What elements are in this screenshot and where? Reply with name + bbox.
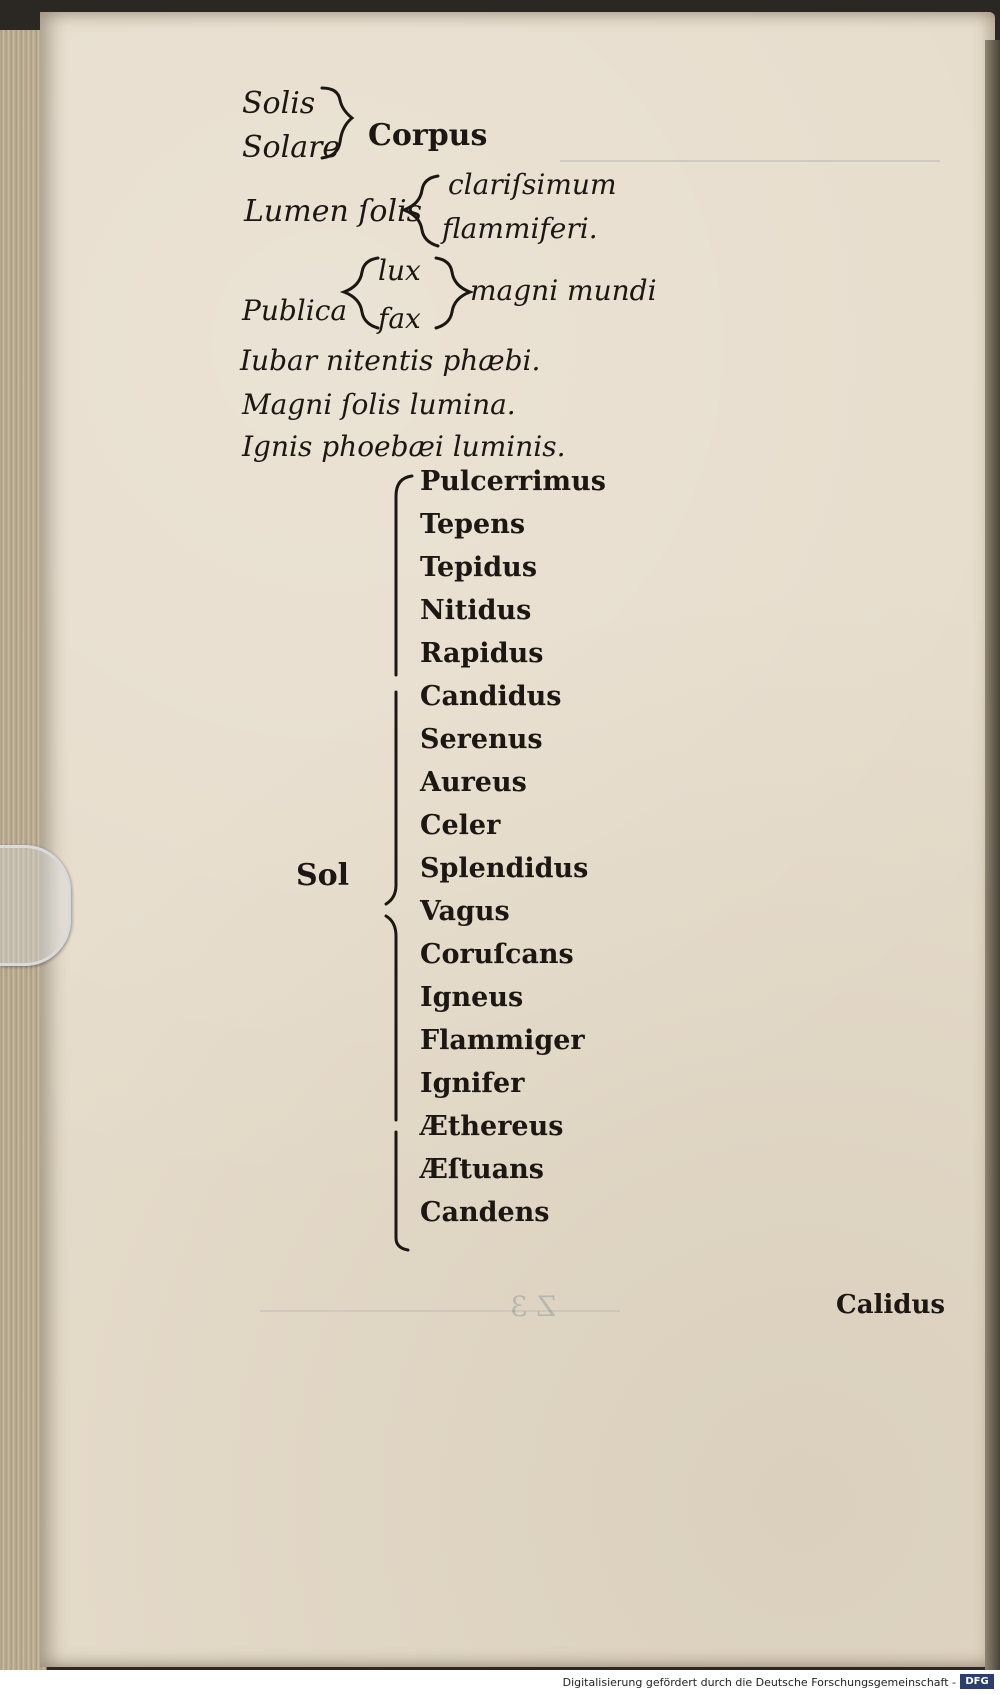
epithet-item: Candidus	[420, 681, 562, 712]
headword-sol: Sol	[296, 858, 350, 893]
line-lumen-solis: Lumen ſolis	[244, 194, 423, 229]
bleed-through-line	[560, 160, 940, 162]
epithet-item: Serenus	[420, 724, 543, 755]
epithet-item: Rapidus	[420, 638, 544, 669]
book-page	[40, 12, 995, 1667]
epithet-item: Coruſcans	[420, 939, 574, 970]
line-fax: fax	[378, 302, 421, 335]
brace-sol-epithets	[382, 470, 418, 1260]
line-flammiferi: flammiferi.	[442, 212, 598, 245]
page-clip	[0, 845, 71, 966]
line-lux: lux	[378, 254, 421, 287]
epithet-item: Tepidus	[420, 552, 538, 583]
epithet-item: Æſtuans	[420, 1154, 544, 1185]
epithet-item: Aureus	[420, 767, 527, 798]
epithet-item: Igneus	[420, 982, 524, 1013]
line-corpus: Corpus	[368, 118, 488, 153]
epithet-item: Vagus	[420, 896, 510, 927]
bleed-through-line	[260, 1310, 620, 1312]
epithet-item: Ignifer	[420, 1068, 525, 1099]
epithet-item: Tepens	[420, 509, 526, 540]
line-magni-mundi: magni mundi	[470, 274, 657, 307]
line-jubar: Iubar nitentis phæbi.	[240, 344, 541, 377]
epithet-item: Nitidus	[420, 595, 532, 626]
epithet-item: Celer	[420, 810, 501, 841]
brace-lumen-solis	[398, 172, 442, 250]
signature-mark: Z 3	[510, 1290, 557, 1323]
line-publica: Publica	[242, 294, 348, 327]
footer-credit: Digitalisierung gefördert durch die Deutsche Forschungsgemeinschaft -	[562, 1676, 956, 1689]
epithet-item: Æthereus	[420, 1111, 564, 1142]
catchword: Calidus	[836, 1290, 946, 1320]
epithet-item: Pulcerrimus	[420, 466, 606, 497]
epithet-item: Splendidus	[420, 853, 589, 884]
line-solis: Solis	[242, 86, 316, 121]
epithet-item: Flammiger	[420, 1025, 585, 1056]
line-ignis: Ignis phoebæi luminis.	[242, 430, 566, 463]
line-clarissimum: clariſsimum	[448, 168, 617, 201]
line-magni-solis: Magni ſolis lumina.	[242, 388, 516, 421]
line-solare: Solare	[242, 130, 341, 165]
page-gutter-shadow	[985, 40, 1000, 1670]
epithet-item: Candens	[420, 1197, 550, 1228]
dfg-logo: DFG	[960, 1674, 994, 1689]
